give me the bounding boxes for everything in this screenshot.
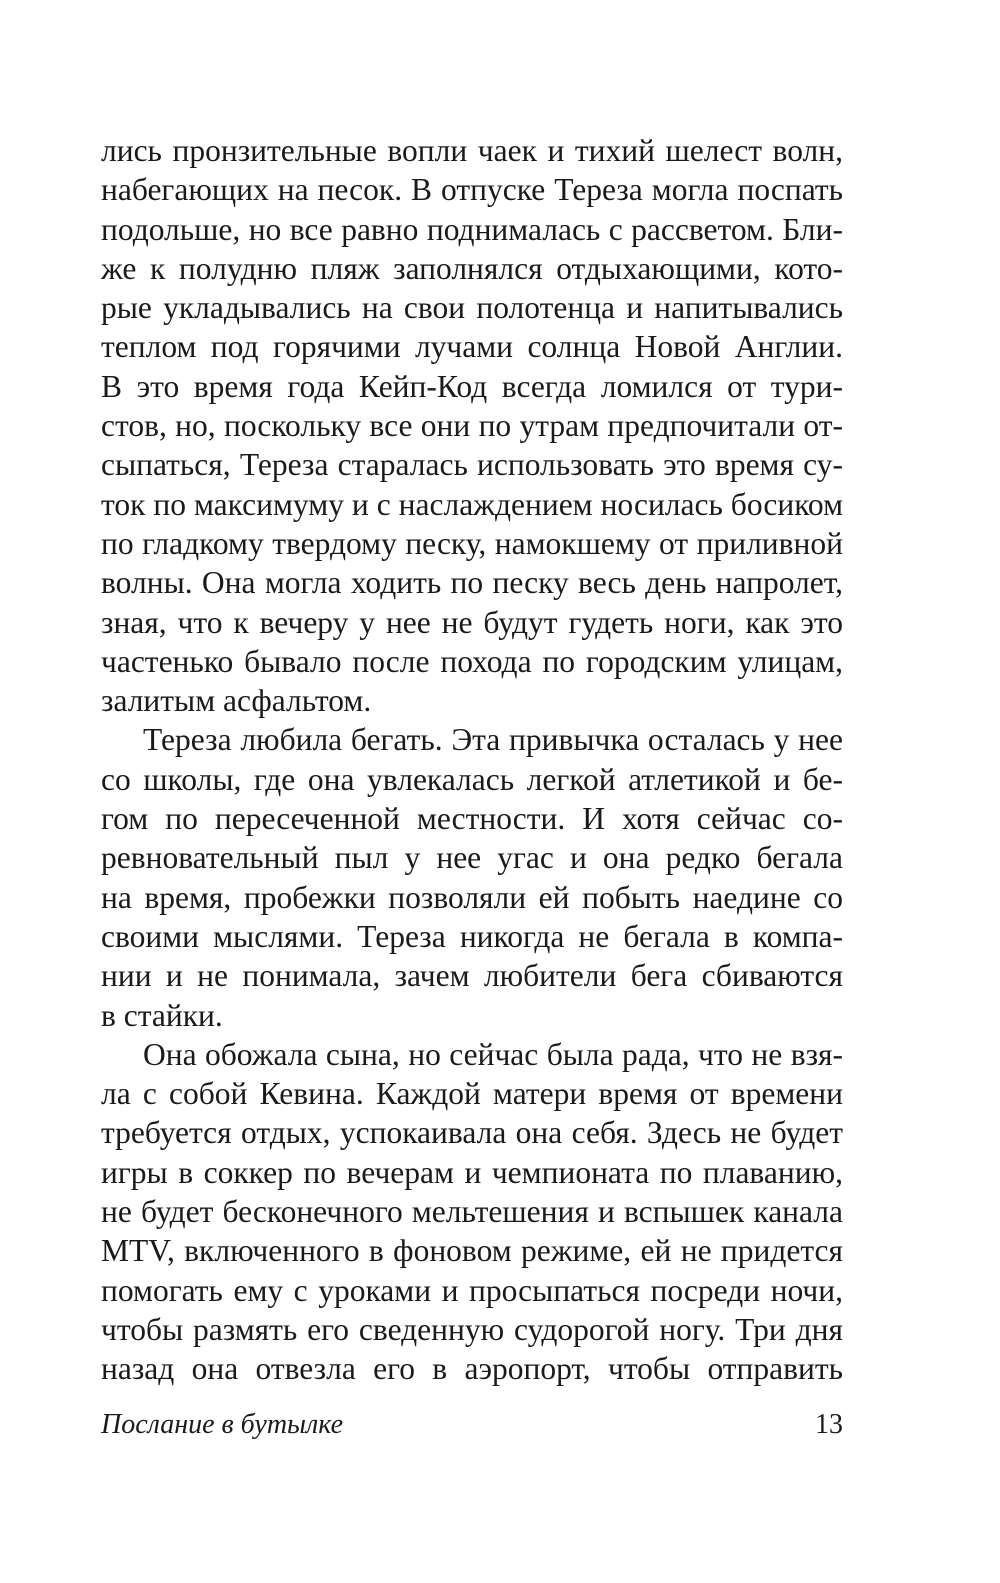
text-line: зная, что к вечеру у нее не будут гудеть ноги, как это	[101, 604, 843, 640]
paragraph-1	[101, 131, 843, 720]
text-line: в стайки.	[101, 997, 223, 1033]
text-line: же к полудню пляж заполнялся отдыхающими, кото-	[101, 250, 843, 286]
text-line: MTV, включенного в фоновом режиме, ей не придется	[101, 1233, 843, 1269]
text-line: Тереза любила бегать. Эта привычка осталась у нее	[143, 722, 843, 758]
text-line: залитым асфальтом.	[101, 683, 372, 719]
text-line: рые укладывались на свои полотенца и напитывались	[101, 290, 843, 326]
text-line: ла с собой Кевина. Каждой матери время от времени	[101, 1076, 843, 1112]
text-line: чтобы размять его сведенную судорогой ногу. Три дня	[101, 1311, 843, 1347]
text-line: В это время года Кейп-Код всегда ломился от тури-	[101, 368, 843, 404]
text-line: гом по пересеченной местности. И хотя сейчас со-	[101, 801, 843, 837]
text-line: стов, но, поскольку все они по утрам предпочитали от-	[101, 408, 843, 444]
text-line: назад она отвезла его в аэропорт, чтобы отправить	[101, 1351, 843, 1387]
text-line: со школы, где она увлекалась легкой атлетикой и бе-	[101, 761, 843, 797]
text-line: лись пронзительные вопли чаек и тихий шелест волн,	[101, 133, 843, 168]
paragraph-3	[101, 1035, 843, 1389]
text-line: сыпаться, Тереза старалась использовать это время су-	[101, 447, 843, 483]
body-text	[101, 131, 843, 1389]
running-title: Послание в бутылке	[101, 1409, 344, 1440]
text-line: подольше, но все равно поднималась с рассветом. Бли-	[101, 211, 843, 247]
page-number: 13	[815, 1409, 843, 1440]
text-line: требуется отдых, успокаивала она себя. Здесь не будет	[101, 1115, 843, 1151]
text-line: ревновательный пыл у нее угас и она редко бегала	[101, 840, 843, 876]
text-line: на время, пробежки позволяли ей побыть наедине со	[101, 879, 843, 915]
text-line: помогать ему с уроками и просыпаться посреди ночи,	[101, 1272, 843, 1308]
text-line: теплом под горячими лучами солнца Новой Англии.	[101, 329, 843, 365]
text-line: набегающих на песок. В отпуске Тереза могла поспать	[101, 172, 843, 208]
page-footer	[101, 1405, 843, 1445]
text-line: не будет бесконечного мельтешения и вспышек канала	[101, 1194, 843, 1230]
text-line: по гладкому твердому песку, намокшему от приливной	[101, 525, 843, 561]
text-line: нии и не понимала, зачем любители бега сбиваются	[101, 958, 843, 994]
text-line: игры в соккер по вечерам и чемпионата по плаванию,	[101, 1154, 843, 1190]
text-line: своими мыслями. Тереза никогда не бегала в компа-	[101, 918, 843, 954]
text-line: ток по максимуму и с наслаждением носилась босиком	[101, 486, 843, 522]
text-line: частенько бывало после похода по городским улицам,	[101, 643, 843, 679]
text-line: волны. Она могла ходить по песку весь день напролет,	[101, 565, 843, 601]
paragraph-2	[101, 720, 843, 1034]
text-line: Она обожала сына, но сейчас была рада, что не взя-	[143, 1036, 843, 1072]
